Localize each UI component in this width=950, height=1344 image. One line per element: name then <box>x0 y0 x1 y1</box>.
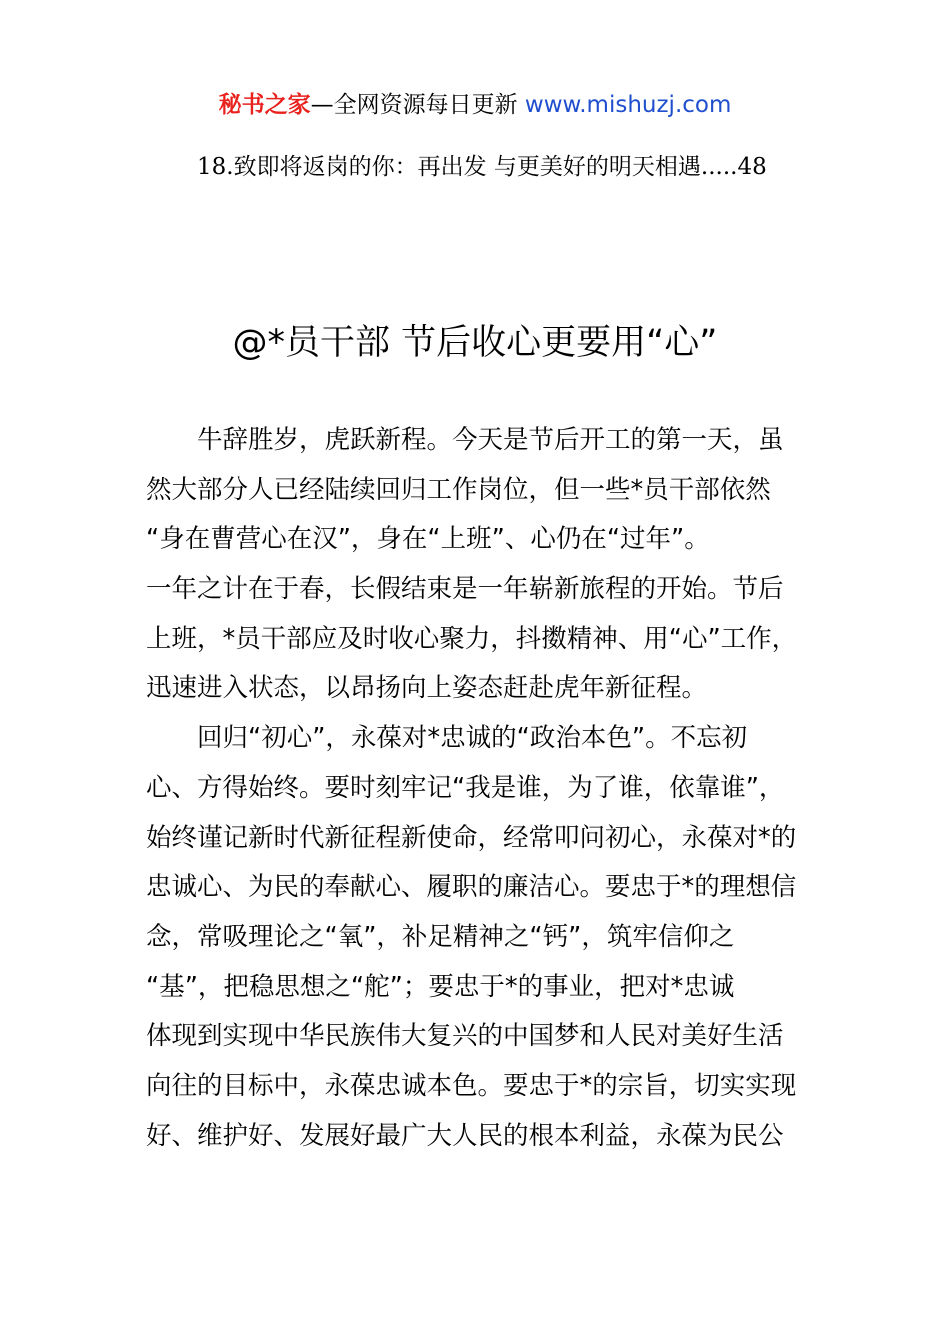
body-line: 念，常吸理论之“氧”，补足精神之“钙”，筑牢信仰之 <box>146 921 735 952</box>
body-line: 体现到实现中华民族伟大复兴的中国梦和人民对美好生活 <box>146 1021 784 1052</box>
body-line: 迅速进入状态，以昂扬向上姿态赶赴虎年新征程。 <box>146 673 708 704</box>
body-line: “身在曹营心在汉”，身在“上班”、心仍在“过年”。 <box>146 524 710 555</box>
body-line: “基”，把稳思想之“舵”；要忠于*的事业，把对*忠诚 <box>146 971 735 1002</box>
toc-entry-number: 18. <box>197 154 234 180</box>
body-line: 始终谨记新时代新征程新使命，经常叩问初心，永葆对*的 <box>146 822 797 853</box>
toc-entry-page: 48 <box>737 154 767 180</box>
toc-entry[interactable] <box>197 150 767 184</box>
site-brand: 秘书之家 <box>218 92 311 118</box>
article-body <box>146 416 826 1161</box>
toc-entry-leader: ..... <box>700 154 738 180</box>
site-url-link[interactable]: www.mishuzj.com <box>524 92 732 118</box>
body-line: 一年之计在于春，长假结束是一年崭新旅程的开始。节后 <box>146 574 784 605</box>
body-line: 忠诚心、为民的奉献心、履职的廉洁心。要忠于*的理想信 <box>146 872 797 903</box>
body-line: 向往的目标中，永葆忠诚本色。要忠于*的宗旨，切实实现 <box>146 1070 797 1101</box>
body-line: 然大部分人已经陆续回归工作岗位，但一些*员干部依然 <box>146 474 771 505</box>
body-line: 心、方得始终。要时刻牢记“我是谁，为了谁，依靠谁”， <box>146 772 785 803</box>
body-line: 好、维护好、发展好最广大人民的根本利益，永葆为民公 <box>146 1120 784 1151</box>
body-line: 牛辞胜岁，虎跃新程。今天是节后开工的第一天，虽 <box>197 425 784 455</box>
article-title: @*员干部 节后收心更要用“心” <box>232 323 718 363</box>
body-line: 上班，*员干部应及时收心聚力，抖擞精神、用“心”工作， <box>146 623 798 654</box>
site-header <box>0 88 950 122</box>
toc-entry-title: 致即将返岗的你：再出发 与更美好的明天相遇 <box>233 154 701 180</box>
site-tagline: —全网资源每日更新 <box>310 92 518 118</box>
body-line: 回归“初心”，永葆对*忠诚的“政治本色”。不忘初 <box>197 723 748 754</box>
